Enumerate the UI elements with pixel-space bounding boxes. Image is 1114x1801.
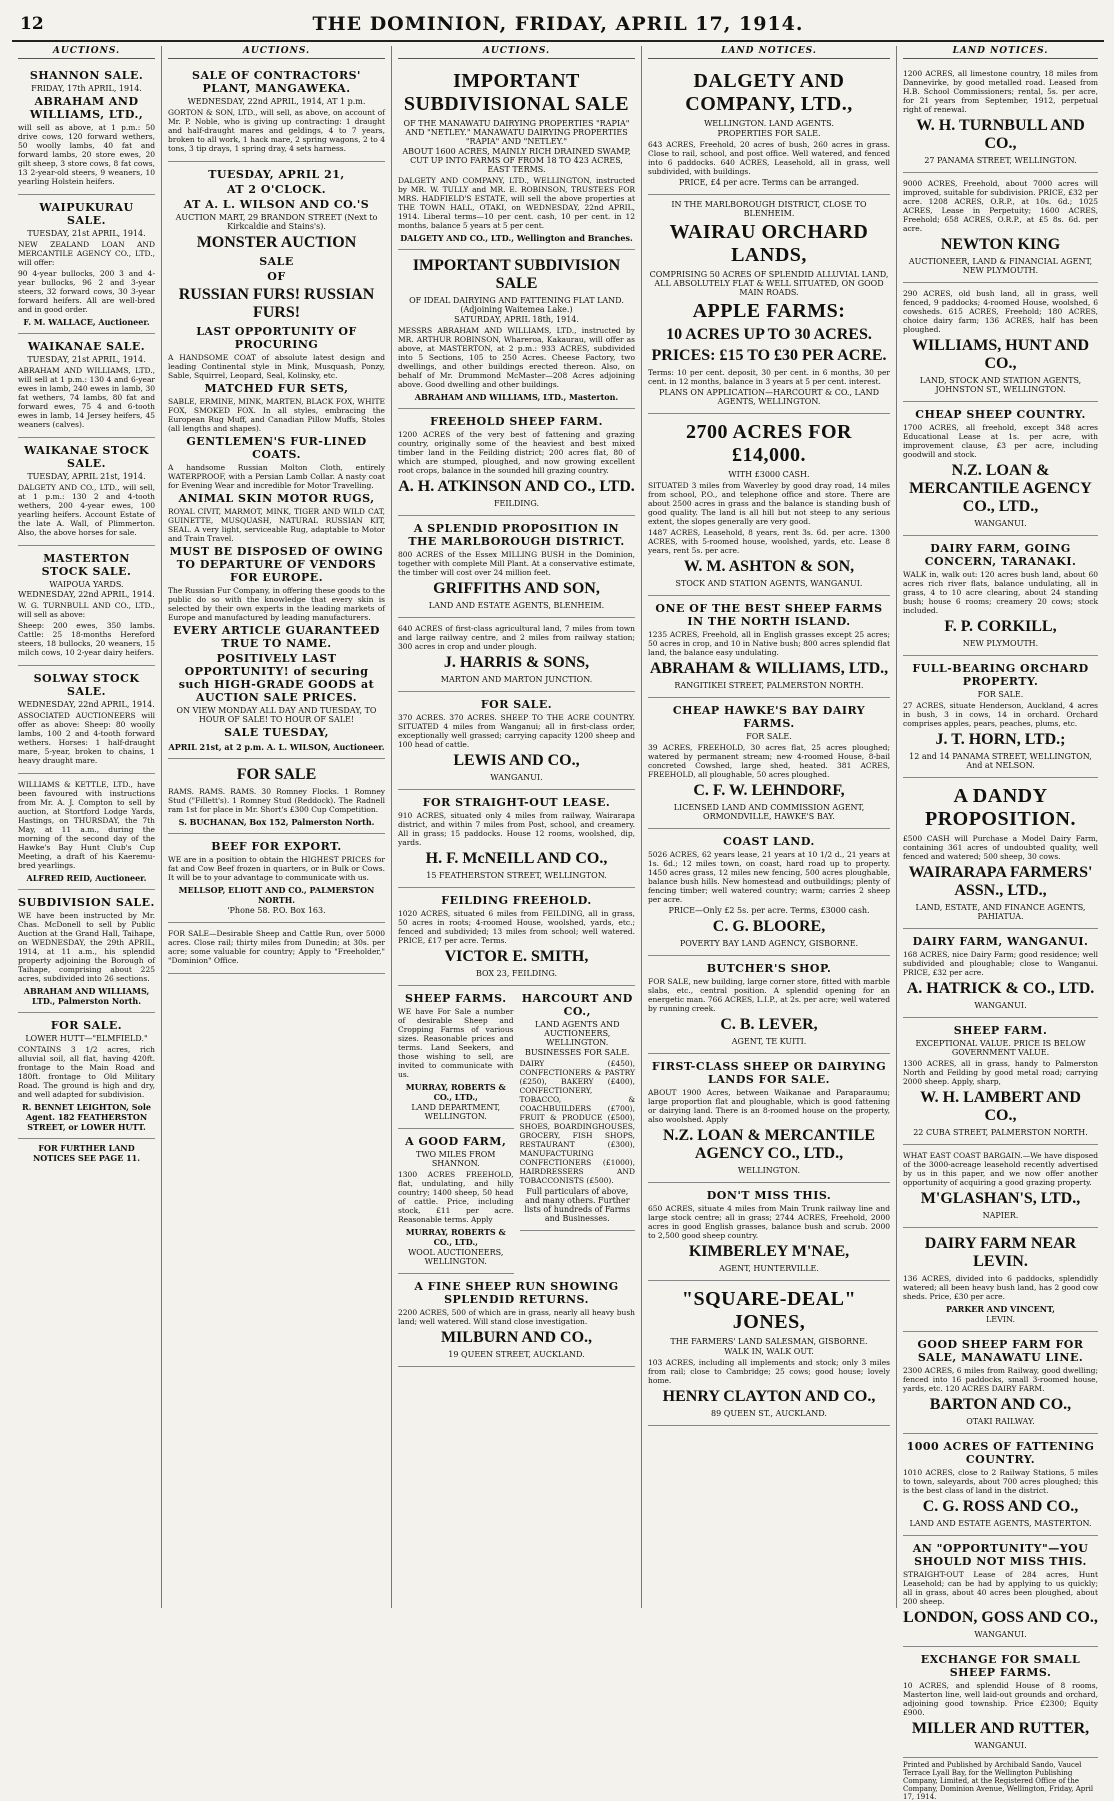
ad-signature: H. F. McNEILL AND CO., bbox=[425, 850, 608, 867]
ad-2700-acres bbox=[648, 414, 890, 596]
ad-subtitle: OF IDEAL DAIRYING AND FATTENING FLAT LAND. (Adjoining Waitemea Lake.) bbox=[409, 296, 624, 314]
ad-body: 640 ACRES of first-class agricultural land, 7 miles from town and large railway centre, and 2 miles from railway station; 300 acres in crop and under plough. bbox=[398, 624, 635, 651]
ad-signature: LEWIS AND CO., bbox=[453, 752, 580, 769]
ad-manawatu-line bbox=[903, 1332, 1098, 1434]
ad-signature: GRIFFITHS AND SON, bbox=[433, 580, 600, 597]
ad-body: £500 CASH will Purchase a Model Dairy Farm, containing 361 acres of undoubted quality, well fenced and watered; 500 sheep, 30 cows. bbox=[903, 834, 1098, 861]
ad-view: ON VIEW MONDAY ALL DAY AND TUESDAY, TO HOUR OF SALE! TO HOUR OF SALE! bbox=[176, 706, 377, 724]
ad-body: 1020 ACRES, situated 6 miles from FEILDING, all in grass, 50 acres in roots; 4-roomed House, woolshed, yards, etc.; fenced and subdivided; 13 miles from school; well watered. PRICE, £17 per acre. Terms. bbox=[398, 909, 635, 945]
ad-title: DON'T MISS THIS. bbox=[706, 1189, 832, 1202]
ad-place: 19 QUEEN STREET, AUCKLAND. bbox=[448, 1350, 585, 1359]
ad-signature: W. H. TURNBULL AND CO., bbox=[916, 117, 1085, 152]
ad-signature: ALFRED REID, Auctioneer. bbox=[26, 873, 147, 883]
ad-signature: C. F. W. LEHNDORF, bbox=[693, 782, 845, 799]
column-4 bbox=[642, 46, 897, 1608]
ad-date: WEDNESDAY, 22nd APRIL, 1914. bbox=[18, 590, 155, 599]
ad-wairau-orchard bbox=[648, 195, 890, 414]
ad-signature: PARKER AND VINCENT, bbox=[946, 1304, 1055, 1314]
ad-signature: R. BENNET LEIGHTON, Sole Agent. 182 FEATHERSTON STREET, or LOWER HUTT. bbox=[22, 1102, 151, 1132]
ad-body: 90 4-year bullocks, 200 3 and 4-year bullocks, 96 2 and 3-year steers, 32 forward cows, 30 3-year forward heifers. All are well-bred and in good order. bbox=[18, 269, 155, 314]
ad-subtitle: ABOUT 1600 ACRES, MAINLY RICH DRAINED SWAMP, CUT UP INTO FARMS OF FROM 18 TO 423 ACRES, EAST TERMS. bbox=[402, 147, 631, 174]
masthead bbox=[12, 10, 1104, 42]
page-number: 12 bbox=[20, 14, 44, 34]
ad-heading: MUST BE DISPOSED OF OWING TO DEPARTURE OF VENDORS FOR EUROPE. bbox=[169, 545, 384, 584]
ad-body: FOR SALE, new building, large corner store, fitted with marble slabs, etc., central position. A splendid opening for an energetic man. 766 ACRES, L.I.P., at 2s. per acre; well watered by running creek. bbox=[648, 977, 890, 1013]
ad-title: SHEEP FARMS. bbox=[404, 992, 507, 1005]
column-header: LAND NOTICES. bbox=[648, 46, 890, 59]
ad-heading: OF bbox=[267, 270, 286, 283]
ad-body: The Russian Fur Company, in offering these goods to the public do so with the knowledge that every skin is selected by their own experts in the leading markets of Europe and manufactured by leading manufacturers. bbox=[168, 586, 385, 622]
ad-body: 800 ACRES of the Essex MILLING BUSH in the Dominion, together with complete Mill Plant. At a conservative estimate, the timber will cost over 24 million feet. bbox=[398, 550, 635, 577]
column-header: AUCTIONS. bbox=[168, 46, 385, 59]
ad-body: 910 ACRES, situated only 4 miles from railway, Wairarapa district, and within 7 miles from Post, school, and creamery. All in grass; 15 paddocks. House 12 rooms, woolshed, dip, yards. bbox=[398, 811, 635, 847]
column-5 bbox=[897, 46, 1104, 1801]
ad-subtitle: THE FARMERS' LAND SALESMAN, GISBORNE. bbox=[670, 1337, 868, 1346]
ad-plans: PLANS ON APPLICATION—HARCOURT & CO., LAND AGENTS, WELLINGTON. bbox=[658, 388, 880, 406]
newspaper-title: THE DOMINION, FRIDAY, APRIL 17, 1914. bbox=[312, 13, 804, 35]
ad-freehold-sheep-farm bbox=[398, 409, 635, 516]
ad-body: 10 ACRES, and splendid House of 8 rooms, Masterton line, well laid-out grounds and orchard, adjoining good township. Price £2300; Equity £900. bbox=[903, 1681, 1098, 1717]
ad-subtitle: OF THE MANAWATU DAIRYING PROPERTIES "RAPIA" AND "NETLEY." MANAWATU DAIRYING PROPERTIES "RAPIA" AND "NETLEY." bbox=[403, 119, 630, 146]
ad-heading: IMPORTANT SUBDIVISIONAL SALE bbox=[403, 70, 630, 115]
ad-signature: N.Z. LOAN & MERCANTILE AGENCY CO., LTD., bbox=[909, 462, 1092, 515]
ad-waikanae-stock-sale bbox=[18, 438, 155, 546]
ad-time: AT 2 O'CLOCK. bbox=[226, 183, 327, 196]
ad-signature: MILLER AND RUTTER, bbox=[911, 1720, 1090, 1737]
ad-heading: RUSSIAN FURS! RUSSIAN FURS! bbox=[178, 286, 375, 321]
ad-heading: POSITIVELY LAST OPPORTUNITY! of securing such HIGH-GRADE GOODS at AUCTION SALE PRICES. bbox=[178, 652, 375, 704]
ad-body: FOR SALE—Desirable Sheep and Cattle Run, over 5000 acres. Close rail; thirty miles from Dunedin; at 30s. per acre; some valuable for country; Apply to "Freeholder," "Dominion" Office. bbox=[168, 929, 385, 965]
ad-subtitle: TWO MILES FROM SHANNON. bbox=[415, 1150, 496, 1168]
ad-title: EXCHANGE FOR SMALL SHEEP FARMS. bbox=[920, 1653, 1081, 1679]
ad-williams-hunt bbox=[903, 283, 1098, 402]
imprint: Printed and Published by Archibald Sando, Vaucel Terrace Lyall Bay, for the Wellington Publishing Company, Limited, at the Registered Office of the Company, Dominion Avenue, Wellington, Friday, April 17, 1914. bbox=[903, 1761, 1094, 1801]
ad-date: SATURDAY, APRIL 18th, 1914. bbox=[454, 315, 579, 324]
ad-place: LEVIN. bbox=[985, 1315, 1016, 1324]
ad-title: WAIKANAE SALE. bbox=[27, 340, 146, 353]
ad-place: POVERTY BAY LAND AGENCY, GISBORNE. bbox=[679, 939, 859, 948]
ad-signature: C. G. BLOORE, bbox=[712, 918, 826, 935]
ad-body: RAMS. RAMS. RAMS. 30 Romney Flocks. 1 Romney Stud ("Fillett's). 1 Romney Stud (Reddock). The Radnell ram 1st for place in Mr. Short's £300 Cup Competition. bbox=[168, 787, 385, 814]
ad-title: FULL-BEARING ORCHARD PROPERTY. bbox=[912, 662, 1089, 688]
ad-body: 1200 ACRES of the very best of fattening and grazing country, originally some of the heaviest and best mixed timber land in the Feilding district; 200 acres flat, 80 of which are stumped, ploughed, and now growing excellent root crops, balance in the sounded hill grazing country. bbox=[398, 430, 635, 475]
ad-body: 9000 ACRES, Freehold, about 7000 acres will improved, suitable for subdivision. PRICE, £32 per acre. 1208 ACRES, O.R.P., at 10s. 6d.; 1025 ACRES, Lease in Perpetuity; 1600 ACRES, Freehold; 658 ACRES, O.R.P., at £5 8s. 6d. per acre. bbox=[903, 179, 1098, 233]
ad-title: WAIPUKURAU SALE. bbox=[39, 201, 134, 227]
ad-place: AUCTIONEER, LAND & FINANCIAL AGENT, NEW PLYMOUTH. bbox=[908, 257, 1093, 275]
ad-date: TUESDAY, 21st APRIL, 1914. bbox=[27, 355, 146, 364]
ad-square-deal bbox=[648, 1281, 890, 1426]
ad-title: AN "OPPORTUNITY"—YOU SHOULD NOT MISS THIS. bbox=[912, 1542, 1089, 1568]
ad-subtitle: COMPRISING 50 ACRES OF SPLENDID ALLUVIAL LAND, ALL ABSOLUTELY FLAT & WELL SITUATED, ON GOOD MAIN ROADS. bbox=[649, 270, 889, 297]
ad-subtitle: WALK IN, WALK OUT. bbox=[724, 1347, 814, 1356]
ad-body: SITUATED 3 miles from Waverley by good dray road, 14 miles from school, P.O., and telephone office and store. There are about 2500 acres in grass and the balance is standing bush of good quality. The land is all hill but not steep to any serious extent, the slopes generally are very good. bbox=[648, 481, 890, 526]
ad-title: A FINE SHEEP RUN SHOWING SPLENDID RETURNS. bbox=[414, 1280, 619, 1306]
ad-body: will sell as above, at 1 p.m.: 50 drive cows, 120 forward wethers, 50 woolly lambs, 40 fat and forward lambs, 20 store ewes, 20 gilt sheep, 3 store cows, 8 fat cows, 13 2-year-old steers, 9 weaners, 10 yearling Holstein heifers. bbox=[18, 123, 155, 186]
ad-best-sheep-farm bbox=[648, 596, 890, 698]
ad-body: ASSOCIATED AUCTIONEERS will offer as above: Sheep: 80 woolly lambs, 100 2 and 4-tooth forward wethers. Horses: 1 half-draught mare, 5-year, broken to chains, 1 heavy draught mare. bbox=[18, 711, 155, 765]
ad-rams bbox=[168, 759, 385, 834]
ad-prices: PRICES: £15 TO £30 PER ACRE. bbox=[651, 347, 887, 364]
ad-marlborough bbox=[398, 516, 635, 618]
ad-firm: W. G. TURNBULL AND CO., LTD., will sell as above: bbox=[18, 601, 155, 619]
ad-date: TUESDAY, 21st APRIL, 1914. bbox=[27, 229, 146, 238]
ad-place: 15 FEATHERSTON STREET, WELLINGTON. bbox=[426, 871, 607, 880]
ad-heading: DAIRY FARM NEAR LEVIN. bbox=[924, 1235, 1077, 1270]
ad-heading: WAIRAU ORCHARD LANDS, bbox=[669, 221, 869, 266]
ad-title: CHEAP HAWKE'S BAY DAIRY FARMS. bbox=[672, 704, 866, 730]
ad-place: WANGANUI. bbox=[974, 519, 1027, 528]
ad-cheap-sheep-country bbox=[903, 402, 1098, 536]
ad-title: DAIRY FARM, WANGANUI. bbox=[912, 935, 1089, 948]
ad-body: 370 ACRES. 370 ACRES. SHEEP TO THE ACRE COUNTRY. SITUATED 4 miles from Wanganui; all in first-class order, exceptionally well grassed; carrying capacity 1200 sheep and 100 head of cattle. bbox=[398, 713, 635, 749]
ad-place: OTAKI RAILWAY. bbox=[966, 1417, 1035, 1426]
ad-place: WANGANUI. bbox=[974, 1741, 1027, 1750]
ad-body: SABLE, ERMINE, MINK, MARTEN, BLACK FOX, WHITE FOX, SMOKED FOX. In all styles, embracing the European Rug Muff, and Canadian Pillow Muffs, Stoles (all lengths and shapes). bbox=[168, 397, 385, 433]
ad-place: AGENT, HUNTERVILLE. bbox=[719, 1264, 819, 1273]
ad-signature: APRIL 21st, at 2 p.m. A. L. WILSON, Auctioneer. bbox=[168, 742, 385, 752]
ad-subtitle: BUSINESSES FOR SALE. bbox=[525, 1048, 630, 1057]
ad-body: 168 ACRES, nice Dairy Farm; good residence; well subdivided and ploughable; close to Wanganui. PRICE, £32 per acre. bbox=[903, 950, 1098, 977]
ad-body: 5026 ACRES, 62 years lease, 21 years at 10 1/2 d., 21 years at 1s. 6d.; 12 miles town, on coast, hard road up to property. 1450 acres grass, 12 miles new fencing, 500 acres ploughable, balance bush hills. New homestead and outbuildings; plenty of fencing timber; well watered country; warm; carries 2 sheep per acre. bbox=[648, 850, 890, 904]
ad-dairy-wanganui bbox=[903, 929, 1098, 1018]
ad-price: PRICE—Only £2 5s. per acre. Terms, £3000 cash. bbox=[668, 906, 870, 915]
ad-subtitle: FOR SALE. bbox=[977, 690, 1024, 699]
ad-place: 22 CUBA STREET, PALMERSTON NORTH. bbox=[913, 1128, 1088, 1137]
ad-signature: N.Z. LOAN & MERCANTILE AGENCY CO., LTD., bbox=[662, 1127, 875, 1162]
ad-signature: M'GLASHAN'S, LTD., bbox=[920, 1190, 1081, 1207]
ad-butchers-shop bbox=[648, 956, 890, 1054]
ad-signature: HENRY CLAYTON AND CO., bbox=[662, 1388, 876, 1405]
ad-signature: MELLSOP, ELIOTT AND CO., PALMERSTON NORTH. bbox=[178, 885, 375, 905]
ad-signature: J. HARRIS & SONS, bbox=[443, 654, 590, 671]
ad-heading: 2700 ACRES FOR £14,000. bbox=[686, 421, 852, 466]
ad-body: 1200 ACRES, all limestone country, 18 miles from Dannevirke, by good metalled road. Leased from H.B. School Commissioners; rental, 5s. per acre, for 21 years from September, 1912, perpetual right of renewal. bbox=[903, 69, 1098, 114]
ad-russian-furs bbox=[168, 162, 385, 759]
ad-heading: SALE bbox=[259, 255, 294, 268]
column-header: AUCTIONS. bbox=[398, 46, 635, 59]
ad-firm: NEW ZEALAND LOAN AND MERCANTILE AGENCY CO., LTD., will offer: bbox=[18, 240, 155, 267]
ad-signature: MILBURN AND CO., bbox=[440, 1329, 593, 1346]
ad-signature: A. HATRICK & CO., LTD. bbox=[906, 980, 1095, 997]
ad-body: ROYAL CIVIT, MARMOT, MINK, TIGER AND WILD CAT, GUINETTE, MUSQUASH, NATURAL RUSSIAN KIT, SEAL. A very light, serviceable Rug, adaptable to Motor and Train Travel. bbox=[168, 507, 385, 543]
ad-signature: WILLIAMS, HUNT AND CO., bbox=[911, 337, 1090, 372]
ad-place: AUCTION MART, 29 BRANDON STREET (Next to Kirkcaldie and Stains's). bbox=[175, 213, 378, 231]
ad-title: FEILDING FREEHOLD. bbox=[441, 894, 592, 907]
ad-signature: MURRAY, ROBERTS & CO., LTD., bbox=[405, 1082, 506, 1102]
ad-signature: J. T. HORN, LTD.; bbox=[935, 731, 1066, 748]
ad-body: DAIRY (£450), CONFECTIONERS & PASTRY (£250), BAKERY (£400), CONFECTIONERY, TOBACCO, & COACHBUILDERS (£700), FRUIT & PRODUCE (£500), SHOES, BOARDINGHOUSES, GROCERY, FISH SHOPS, RESTAURANT (£300), MANUFACTURING CONFECTIONERS (£1000), HAIRDRESSERS AND TOBACCONISTS (£500). bbox=[519, 1059, 635, 1185]
ad-heading: "SQUARE-DEAL" JONES, bbox=[681, 1288, 857, 1333]
ad-heading: LAST OPPORTUNITY OF PROCURING bbox=[196, 325, 357, 351]
ad-title: WAIKANAE STOCK SALE. bbox=[24, 444, 149, 470]
ad-contractors-plant bbox=[168, 63, 385, 162]
ad-heading: IMPORTANT SUBDIVISION SALE bbox=[412, 257, 621, 292]
ad-price: PRICE, £4 per acre. Terms can be arranged. bbox=[678, 178, 860, 187]
ad-subdivisional-sale bbox=[398, 63, 635, 250]
ad-signature: F. P. CORKILL, bbox=[944, 618, 1057, 635]
ad-body: WE have been instructed by Mr. Chas. McDonell to sell by Public Auction at the Grand Hall, Taihape, on WEDNESDAY, the 29th APRIL, 1914, at 11 a.m., his splendid property adjoining the Borough of Taihape, comprising about 225 acres, subdivided into 26 sections. bbox=[18, 911, 155, 983]
ad-title: FOR SALE. bbox=[50, 1019, 123, 1032]
ad-signature: WAIRARAPA FARMERS' ASSN., LTD., bbox=[908, 864, 1093, 899]
ad-subtitle: LOWER HUTT—"ELMFIELD." bbox=[25, 1034, 148, 1043]
ad-levin bbox=[903, 1228, 1098, 1332]
ad-place: LAND DEPARTMENT, WELLINGTON. bbox=[411, 1103, 501, 1121]
ad-acres: 10 ACRES UP TO 30 ACRES. bbox=[666, 326, 872, 343]
ad-subtitle: PROPERTIES FOR SALE. bbox=[717, 129, 821, 138]
ad-top: TUESDAY, APRIL 21, bbox=[208, 168, 345, 181]
ad-dandy-proposition bbox=[903, 778, 1098, 929]
ad-williams-kettle bbox=[18, 774, 155, 890]
ad-body: WALK in, walk out: 120 acres bush land, about 60 acres rich river flats, balance undulating, all in grass, 4 to 10 acre clearing, about 24 standing bush; house 6 rooms; creamery 20 cows; stock included. bbox=[903, 570, 1098, 615]
ad-heading: APPLE FARMS: bbox=[692, 300, 846, 322]
ad-title: BUTCHER'S SHOP. bbox=[706, 962, 832, 975]
ad-body: 27 ACRES, situate Henderson, Auckland, 4 acres in bush, 3 in cows, 14 in orchard. Orchard comprises apples, pears, peaches, plums, etc. bbox=[903, 701, 1098, 728]
ad-body: 290 ACRES, old bush land, all in grass, well fenced, 9 paddocks; 4-roomed House, woolshed, 6 cowsheds. 615 ACRES, Freehold; 180 ACRES, choice dairy farm; 136 ACRES, half has been ploughed. bbox=[903, 289, 1098, 334]
ad-body: 1300 ACRES, all in grass, handy to Palmerston North and Feilding by good metal road; carrying 2000 sheep. Apply, sharp, bbox=[903, 1059, 1098, 1086]
ad-feilding-freehold bbox=[398, 888, 635, 986]
ad-signature: MURRAY, ROBERTS & CO., LTD., bbox=[405, 1227, 506, 1247]
ad-coast-land bbox=[648, 829, 890, 956]
ad-terms: Terms: 10 per cent. deposit, 30 per cent. in 6 months, 30 per cent. in 12 months, balance in 3 years at 5 per cent. interest. bbox=[648, 368, 890, 386]
ad-opportunity bbox=[903, 1536, 1098, 1647]
ad-shannon-sale bbox=[18, 63, 155, 195]
ad-body: WHAT EAST COAST BARGAIN.—We have disposed of the 3000-acreage leasehold recently advertised by us in this paper, and we now offer another opportunity of acquiring a good grazing property. bbox=[903, 1151, 1098, 1187]
ad-body: CONTAINS 3 1/2 acres, rich alluvial soil, all flat, having 420ft. frontage to the Main Road and 180ft. frontage to Old Military Road. The ground is high and dry, and well adapted for subdivision. bbox=[18, 1045, 155, 1099]
ad-masterton-stock-sale bbox=[18, 546, 155, 666]
ad-place: MARTON AND MARTON JUNCTION. bbox=[440, 675, 593, 684]
ad-place: LAND AND ESTATE AGENTS, BLENHEIM. bbox=[428, 601, 605, 610]
ad-subtitle: WITH £3000 CASH. bbox=[728, 470, 810, 479]
ad-body: DALGETY AND CO., LTD., will sell, at 1 p.m.: 130 2 and 4-tooth wethers, 200 4-year ewes, 100 yearling heifers. Account Estate of the late A. Wall, of Plimmerton. Also, the above horses for sale. bbox=[18, 483, 155, 537]
ad-place: WELLINGTON. bbox=[737, 1166, 801, 1175]
ad-subtitle: WAIPOUA YARDS. bbox=[49, 580, 124, 589]
ad-heading: EVERY ARTICLE GUARANTEED TRUE TO NAME. bbox=[173, 624, 380, 650]
ad-place: WANGANUI. bbox=[974, 1001, 1027, 1010]
ad-harris bbox=[398, 618, 635, 692]
ad-body: ABRAHAM AND WILLIAMS, LTD., will sell at 1 p.m.: 130 4 and 6-year ewes in lamb, 240 ewes in lamb, 30 fat wethers, 74 lambs, 80 fat and forward ewes, 75 4 and 6-tooth ewes in lamb, 14 Jersey heifers, 45 weaners (calves). bbox=[18, 366, 155, 429]
ad-taranaki-dairy bbox=[903, 536, 1098, 656]
ad-title: SHANNON SALE. bbox=[29, 69, 144, 82]
ad-dont-miss bbox=[648, 1183, 890, 1281]
ad-title: SUBDIVISION SALE. bbox=[18, 896, 155, 909]
ad-subtitle: FOR SALE. bbox=[746, 732, 792, 741]
ad-title: A SPLENDID PROPOSITION IN THE MARLBOROUGH DISTRICT. bbox=[408, 522, 625, 548]
ad-title: BEEF FOR EXPORT. bbox=[211, 840, 342, 853]
ad-signature: F. M. WALLACE, Auctioneer. bbox=[23, 317, 150, 327]
ad-place: WANGANUI. bbox=[490, 773, 543, 782]
ad-title: A GOOD FARM, bbox=[405, 1135, 507, 1148]
ad-place: LAND AND ESTATE AGENTS, MASTERTON. bbox=[909, 1519, 1092, 1528]
ad-place: NAPIER. bbox=[982, 1211, 1019, 1220]
ad-body: 1010 ACRES, close to 2 Railway Stations, 5 miles to town, saleyards, about 700 acres ploughed; this is the best class of land in the district. bbox=[903, 1468, 1098, 1495]
ad-signature: W. H. LAMBERT AND CO., bbox=[920, 1089, 1081, 1124]
column-header: AUCTIONS. bbox=[18, 46, 155, 59]
ad-date: FRIDAY, 17th APRIL, 1914. bbox=[31, 84, 142, 93]
ad-fattening-country bbox=[903, 1434, 1098, 1536]
ad-heading: SALE TUESDAY, bbox=[224, 726, 329, 739]
ad-place: RANGITIKEI STREET, PALMERSTON NORTH. bbox=[674, 681, 864, 690]
ad-signature: W. M. ASHTON & SON, bbox=[683, 558, 855, 575]
ad-dalgety bbox=[648, 63, 890, 195]
ad-place: AGENT, TE KUITI. bbox=[731, 1037, 807, 1046]
ad-subtitle: WELLINGTON. LAND AGENTS. bbox=[704, 119, 834, 128]
ad-sheep-cattle-run bbox=[168, 923, 385, 974]
ad-title: SHEEP FARM. bbox=[953, 1024, 1048, 1037]
ad-title: FOR SALE. bbox=[480, 698, 553, 711]
ad-signature: ABRAHAM AND WILLIAMS, LTD., Palmerston North. bbox=[23, 986, 150, 1006]
ad-beef-export bbox=[168, 834, 385, 923]
ad-body: 136 ACRES, divided into 6 paddocks, splendidly watered; all been heavy bush land, has 2 good cow sheds. Price, £30 per acre. bbox=[903, 1274, 1098, 1301]
ad-body: MESSRS ABRAHAM AND WILLIAMS, LTD., instructed by MR. ARTHUR ROBINSON, Whareroa, Kakaurau, will offer as above, at MASTERTON, at 2 p.m.: 933 ACRES, subdivided into 5 Sections, 105 to 250 Acres. Cheese Factory, two dwellings, and other buildings erected thereon. Also, on behalf of Mr. Drummond McMaster—208 Acres adjoining above. Good dwelling and other buildings. bbox=[398, 326, 635, 389]
ad-body: WE have For Sale a number of desirable Sheep and Cropping Farms of various sizes. Reasonable prices and terms. Land Seekers, and those wishing to sell, are invited to communicate with us. bbox=[398, 1007, 514, 1079]
ad-body: 2200 ACRES, 500 of which are in grass, nearly all heavy bush land; well watered. Will stand close investigation. bbox=[398, 1308, 635, 1326]
ad-place: 89 QUEEN ST., AUCKLAND. bbox=[711, 1409, 827, 1418]
ad-body: Sheep: 200 ewes, 350 lambs. Cattle: 25 18-months Hereford steers, 18 bullocks, 20 weaners, 15 milch cows, 10 2-year dairy heifers. bbox=[18, 621, 155, 657]
ad-body: GORTON & SON, LTD., will sell, as above, on account of Mr. P. Noble, who is giving up contracting: 1 draught and half-draught mares and geldings, 4 to 7 years, broken to all work, 1 hack mare, 2 spring wagons, 2 to 4 tons, 3 tip drays, 1 spring dray, 4 sets harness. bbox=[168, 108, 385, 153]
ad-mcneill bbox=[398, 790, 635, 888]
ad-title: SOLWAY STOCK SALE. bbox=[33, 672, 140, 698]
ad-place: 12 and 14 PANAMA STREET, WELLINGTON, And at NELSON. bbox=[909, 752, 1092, 770]
ad-title: COAST LAND. bbox=[723, 835, 815, 848]
ad-phone: 'Phone 58. P.O. Box 163. bbox=[227, 906, 326, 915]
ad-place: WANGANUI. bbox=[974, 1630, 1027, 1639]
ad-firm: AT A. L. WILSON AND CO.'S bbox=[183, 198, 370, 211]
ad-place: LICENSED LAND AND COMMISSION AGENT, ORMONDVILLE, HAWKE'S BAY. bbox=[673, 803, 865, 821]
ad-subtitle: IN THE MARLBOROUGH DISTRICT, CLOSE TO BLENHEIM. bbox=[671, 200, 867, 218]
ad-mglashans bbox=[903, 1145, 1098, 1228]
ad-sheep-farms bbox=[398, 986, 514, 1129]
ad-place: Full particulars of above, and many others. Further lists of hundreds of Farms and Businesses. bbox=[524, 1187, 631, 1223]
ad-place: STOCK AND STATION AGENTS, WANGANUI. bbox=[675, 579, 863, 588]
ad-body: 1300 ACRES FREEHOLD, flat, undulating, and hilly country; 1400 sheep, 50 head of cattle. Price, including stock, £11 per acre. Reasonable terms. Apply bbox=[398, 1170, 514, 1224]
ad-body: 643 ACRES, Freehold, 20 acres of bush, 260 acres in grass. Close to rail, school, and post office. Well watered, and fenced into 6 paddocks. 640 ACRES, Leasehold, all in grass, well subdivided, with buildings. bbox=[648, 140, 890, 176]
ad-heading: GENTLEMEN'S FUR-LINED COATS. bbox=[186, 435, 367, 461]
ad-heading: DALGETY AND COMPANY, LTD., bbox=[685, 70, 853, 115]
ad-place: LAND, STOCK AND STATION AGENTS, JOHNSTON ST., WELLINGTON. bbox=[919, 376, 1082, 394]
ad-harcourt bbox=[520, 986, 636, 1231]
ad-firm: ABRAHAM AND WILLIAMS, LTD., bbox=[29, 95, 144, 121]
ad-fine-sheep-run bbox=[398, 1274, 635, 1367]
split-section bbox=[398, 986, 635, 1274]
ad-place: NEW PLYMOUTH. bbox=[962, 639, 1039, 648]
ad-heading: A DANDY PROPOSITION. bbox=[924, 785, 1077, 830]
ad-signature: NEWTON KING bbox=[940, 236, 1061, 253]
ad-subdivision-sale bbox=[18, 890, 155, 1013]
ad-signature: DALGETY AND CO., LTD., Wellington and Branches. bbox=[400, 233, 633, 243]
ad-title: GOOD SHEEP FARM FOR SALE, MANAWATU LINE. bbox=[917, 1338, 1084, 1364]
ad-body: 1700 ACRES, all freehold, except 348 acres Educational Lease at 1s. per acre, with improvement clause, £3 per acre, including goodwill and stock. bbox=[903, 423, 1098, 459]
ad-date: WEDNESDAY, 22nd APRIL, 1914, AT 1 p.m. bbox=[187, 97, 366, 106]
ad-limestone bbox=[903, 63, 1098, 173]
ad-title: FIRST-CLASS SHEEP OR DAIRYING LANDS FOR SALE. bbox=[651, 1060, 887, 1086]
column-1 bbox=[12, 46, 162, 1608]
ad-signature: KIMBERLEY M'NAE, bbox=[688, 1243, 850, 1260]
ad-place: FEILDING. bbox=[493, 499, 540, 508]
newspaper-page bbox=[12, 10, 1104, 1801]
ad-body: A handsome Russian Molton Cloth, entirely WATERPROOF, with a Persian Lamb Collar. A nasty coat for Evening Wear and incredible for Motor Travelling. bbox=[168, 463, 385, 490]
ad-body: 650 ACRES, situate 4 miles from Main Trunk railway line and large stock centre; all in grass; 2744 ACRES, Freehold, 2000 acres in good English grasses, balance bush and scrub. 2000 to 2,500 good sheep country. bbox=[648, 1204, 890, 1240]
ad-title: FOR SALE bbox=[236, 766, 317, 783]
ad-body: 1235 ACRES, Freehold, all in English grasses except 25 acres; 50 acres in crop, and 10 in Native bush; 800 acres splendid flat land, the balance easy undulating. bbox=[648, 630, 890, 657]
ad-signature: A. H. ATKINSON AND CO., LTD. bbox=[398, 478, 635, 495]
ad-body: STRAIGHT-OUT Lease of 284 acres, Hunt Leasehold; can be had by applying to us quickly; all in grass, about 40 acres been ploughed, about 200 sheep. bbox=[903, 1570, 1098, 1606]
column-footer: FOR FURTHER LAND NOTICES SEE PAGE 11. bbox=[32, 1143, 141, 1163]
ad-good-farm bbox=[398, 1129, 514, 1274]
ad-title: 1000 ACRES OF FATTENING COUNTRY. bbox=[906, 1440, 1095, 1466]
ad-signature: ABRAHAM & WILLIAMS, LTD., bbox=[649, 660, 889, 677]
column-3 bbox=[392, 46, 642, 1608]
ad-body: 39 ACRES, FREEHOLD, 30 acres flat, 25 acres ploughed; watered by permanent stream; new 4-roomed House, 8-bail concreted Cowshed, large shed, heated. 381 ACRES, FREEHOLD, all ploughable, 50 acres ploughed. bbox=[648, 743, 890, 779]
ad-signature: ABRAHAM AND WILLIAMS, LTD., Masterton. bbox=[414, 392, 619, 402]
ad-title: FOR STRAIGHT-OUT LEASE. bbox=[422, 796, 611, 809]
ad-subtitle: LAND AGENTS AND AUCTIONEERS, WELLINGTON. bbox=[534, 1020, 620, 1047]
ad-solway-stock-sale bbox=[18, 666, 155, 774]
ad-orchard bbox=[903, 656, 1098, 778]
ad-place: LAND, ESTATE, AND FINANCE AGENTS, PAHIATUA. bbox=[915, 903, 1086, 921]
ad-lewis bbox=[398, 692, 635, 790]
ad-heading: MONSTER AUCTION bbox=[196, 234, 357, 251]
ad-exchange bbox=[903, 1647, 1098, 1758]
ad-body: WE are in a position to obtain the HIGHEST PRICES for fat and Cow Beef frozen in quarters, or in Bulk or Cows. It will be to your advantage to communicate with us. bbox=[168, 855, 385, 882]
ad-signature: BARTON AND CO., bbox=[929, 1396, 1072, 1413]
ad-waipukurau-sale bbox=[18, 195, 155, 334]
ad-newton-king bbox=[903, 173, 1098, 283]
ad-title: MASTERTON STOCK SALE. bbox=[41, 552, 132, 578]
ad-place: WOOL AUCTIONEERS, WELLINGTON. bbox=[408, 1248, 504, 1266]
ad-body: 2300 ACRES, 6 miles from Railway, good dwelling; fenced into 16 paddocks, small 3-roomed house, yards, etc. 120 ACRES DAIRY FARM. bbox=[903, 1366, 1098, 1393]
ad-title: HARCOURT AND CO., bbox=[521, 992, 633, 1018]
ad-waikanae-sale bbox=[18, 334, 155, 438]
ad-signature: C. B. LEVER, bbox=[720, 1016, 818, 1033]
ad-title: DAIRY FARM, GOING CONCERN, TARANAKI. bbox=[924, 542, 1077, 568]
ad-heading: ANIMAL SKIN MOTOR RUGS, bbox=[178, 492, 375, 505]
ad-title: SALE OF CONTRACTORS' PLANT, MANGAWEKA. bbox=[192, 69, 361, 95]
ad-heading: MATCHED FUR SETS, bbox=[204, 382, 349, 395]
ad-body: 103 ACRES, including all implements and stock; only 3 miles from rail; close to Cambridge; 25 cows; good house; lovely home. bbox=[648, 1358, 890, 1385]
ad-signature: VICTOR E. SMITH, bbox=[444, 948, 589, 965]
ad-place: BOX 23, FEILDING. bbox=[475, 969, 558, 978]
ad-title: CHEAP SHEEP COUNTRY. bbox=[915, 408, 1086, 421]
ad-body: WILLIAMS & KETTLE, LTD., have been favoured with instructions from Mr. A. J. Compton to sell by auction, at Stortford Lodge Yards, Hastings, on THURSDAY, the 7th May, at 11 a.m., during the morning of the second day of the Hawke's Bay Hunt Club's Cup Meeting, a draft of his Kaeremu-bred yearlings. bbox=[18, 780, 155, 870]
ad-subtitle: EXCEPTIONAL VALUE. PRICE IS BELOW GOVERNMENT VALUE. bbox=[915, 1039, 1086, 1057]
ad-signature: C. G. ROSS AND CO., bbox=[922, 1498, 1079, 1515]
ad-hawkes-bay bbox=[648, 698, 890, 829]
ad-title: FREEHOLD SHEEP FARM. bbox=[430, 415, 603, 428]
column-header: LAND NOTICES. bbox=[903, 46, 1098, 59]
ad-title: ONE OF THE BEST SHEEP FARMS IN THE NORTH ISLAND. bbox=[655, 602, 883, 628]
column-2 bbox=[162, 46, 392, 1608]
ad-body: ABOUT 1900 Acres, between Waikanae and Paraparaumu; large proportion flat and ploughable, which is good fattening or dairying land. There is an 8-roomed house on the property, also woolshed. Apply bbox=[648, 1088, 890, 1124]
ad-date: WEDNESDAY, 22nd APRIL, 1914. bbox=[18, 700, 155, 709]
ad-sheep-farm bbox=[903, 1018, 1098, 1145]
ad-nz-loan bbox=[648, 1054, 890, 1183]
ad-body: DALGETY AND COMPANY, LTD., WELLINGTON, instructed by MR. W. TULLY and MR. E. ROBINSON, TRUSTEES FOR MRS. HADFIELD'S ESTATE, will sell the above properties at THE TOWN HALL, OTAKI, on WEDNESDAY, 22nd APRIL, 1914. Liberal terms—10 per cent. cash, 10 per cent. in 12 months, balance 5 years at 5 per cent. bbox=[398, 176, 635, 230]
ad-signature: S. BUCHANAN, Box 152, Palmerston North. bbox=[178, 817, 375, 827]
ad-lower-hutt bbox=[18, 1013, 155, 1139]
ad-body: A HANDSOME COAT of absolute latest design and leading Continental style in Mink, Musquash, Ponzy, Sable, Squirrel, Leopard, Seal, Kolinsky, etc. bbox=[168, 353, 385, 380]
ad-signature: LONDON, GOSS AND CO., bbox=[903, 1609, 1098, 1626]
ad-date: TUESDAY, APRIL 21st, 1914. bbox=[27, 472, 146, 481]
ad-subdivision-sale bbox=[398, 250, 635, 409]
ad-body: 1487 ACRES, Leasehold, 8 years, rent 3s. 6d. per acre. 1300 ACRES, with 5-roomed house, woolshed, yards, etc. Lease 8 years, rent 5s. per acre. bbox=[648, 528, 890, 555]
ad-place: 27 PANAMA STREET, WELLINGTON. bbox=[924, 156, 1077, 165]
